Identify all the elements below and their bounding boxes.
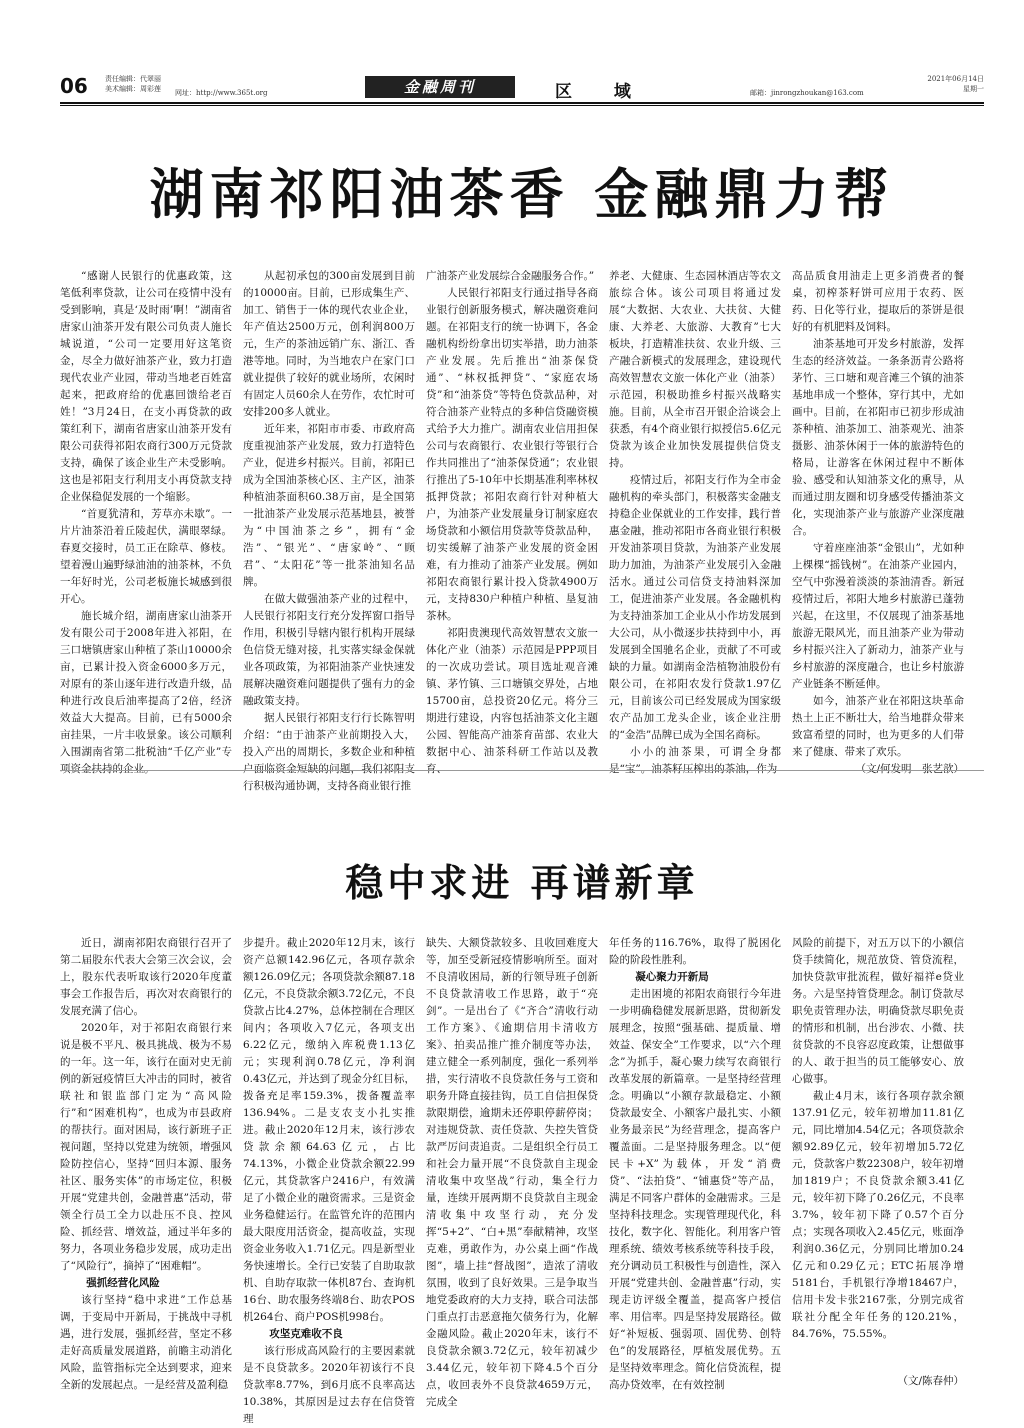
article1-column-4 (609, 268, 781, 775)
paragraph: 该行坚持“稳中求进”工作总基调，于变局中开新局，于挑战中寻机遇，进行发展，强抓经营，坚定不移走好高质量发展道路，前瞻主动消化风险，监管指标完全达到要求，迎来全新的发展起点。一是经营及盈利稳 (60, 1294, 232, 1391)
paragraph: 施长城介绍，湖南唐家山油茶开发有限公司于2008年进入祁阳，在三口塘镇唐家山种植了茶山10000余亩，已累计投入资金6000多万元，对原有的茶山逐年进行改造升级，品种进行改良后油率提高了2倍，经济效益大大提高。目前，已有5000余亩挂果，一片丰收景象。该公司顺利入围湖南省第二批税油“千亿产业”专项资金扶持的企业。 (60, 610, 232, 775)
article2-column-2 (243, 935, 415, 1425)
section-subheading: 凝心聚力开新局 (635, 971, 709, 983)
paragraph: 油茶基地可开发乡村旅游，发挥生态的经济效益。一条条沥青公路将茅竹、三口塘和观音滩三个镇的油茶基地串成一个整体，穿行其中，尤如画中。目前，在祁阳市已初步形成油茶种植、油茶加工、油茶观光、油茶摄影、油茶休闲于一体的旅游特色的格局，让游客在休闲过程中不断体验、感受和认知油茶文化的熏导，从而通过朋友圈和切身感受传播油茶文化，实现油茶产业与旅游产业深度融合。 (792, 338, 964, 537)
paragraph: 年任务的116.76%，取得了脱困化险的阶段性胜利。 (609, 937, 781, 966)
paragraph: 近日，湖南祁阳农商银行召开了第二届股东代表大会第三次会议，会上，股东代表听取该行2020年度董事会工作报告后，再次对农商银行的发展充满了信心。 (60, 937, 232, 1017)
paragraph: 养老、大健康、生态园林酒店等农文旅综合体。该公司项目将通过发展“大数据、大农业、大扶贫、大健康、大养老、大旅游、大教育”七大板块，打造精准扶贫、农业升级、三产融合新模式的发展理念，建设现代高效智慧农文旅一体化产业（油茶）示范园，积极助推乡村振兴战略实施。目前，从全市召开银企洽谈会上获悉，有4个商业银行拟授信5.6亿元贷款为该企业加快发展提供信贷支持。 (609, 270, 781, 469)
page-number: 06 (60, 74, 88, 98)
article1-column-1 (60, 268, 232, 775)
paragraph: 风险的前提下，对五万以下的小额信贷手续简化，规范放贷、管贷流程，加快贷款审批流程，做好福祥e贷业务。六是坚持管贷理念。制订贷款尽职免责管理办法，明确贷款尽职免责的情形和机制，出台涉农、小微、扶贫贷款的不良容忍度政策，让想做事的人、敢于担当的员工能够安心、放心做事。 (792, 937, 964, 1085)
section-subheading: 强抓经营化风险 (86, 1277, 160, 1289)
paragraph: 如今，油茶产业在祁阳这块革命热土上正不断壮大，给当地群众带来致富希望的同时，也为更多的人们带来了健康、带来了欢乐。 (792, 695, 964, 758)
weekday-text: 星期一 (963, 85, 984, 93)
section-name: 区 域 (555, 82, 649, 102)
email: 邮箱：jinrongzhoukan@163.com (750, 89, 864, 97)
paragraph: 缺失、大额贷款较多、且收回难度大等，加至受新冠疫情影响所至。面对不良清收困局，新的行领导班子创新不良贷款清收工作思路，敢于“亮剑”。一是出台了《“齐合”清收行动工作方案》、《逾期信用卡清收方案》、拍卖品推广推介制度等办法，建立健全一系列制度，强化一系列举措，实行清收不良贷款任务与工资和职务升降直接挂钩，员工自信担保贷款限期偿，逾期未还停职停薪停岗；对违规贷款、责任贷款、失控失管贷款严厉问责追责。二是组织全行员工和社会力量开展“不良贷款自主现金清收集中攻坚战”行动，集全行力量，连续开展两期不良贷款自主现金清收集中攻坚行动，充分发挥“5+2”、“白+黑”奉献精神，攻坚克难，勇敢作为，办公桌上画“作战图”，墙上挂“督战图”，造浓了清收氛围，收到了良好效果。三是争取当地党委政府的大力支持，联合司法部门重点打击恶意拖欠债务行为，化解金融风险。截止2020年末，该行不良贷款余额3.72亿元，较年初减少3.44亿元，较年初下降4.5个百分点，收回表外不良贷款4659万元，完成全 (426, 937, 598, 1408)
paragraph: 从起初承包的300亩发展到目前的10000亩。目前，已形成集生产、加工、销售于一体的现代农业企业，年产值达2500万元，创利润800万元，生产的茶油远销广东、浙江、香港等地。同时，为当地农户在家门口就业提供了较好的就业场所，农闲时有固定人员60余人在劳作，农忙时可安排200多人就业。 (243, 270, 415, 418)
article-divider (60, 770, 984, 771)
header-rule (60, 102, 984, 104)
issue-date (927, 74, 984, 94)
website: 网址：http://www.365t.org (175, 89, 268, 97)
article2-title: 稳中求进 再谱新章 (345, 861, 699, 905)
article1-column-2 (243, 268, 415, 792)
article1-column-5 (792, 268, 964, 775)
section-banner: 金融周刊 (365, 76, 515, 98)
paragraph: 走出困境的祁阳农商银行今年进一步明确稳健发展新思路，贯彻新发展理念，按照“强基础、提质量、增效益、保安全”工作要求，以“六个理念”为抓手，凝心聚力续写农商银行改革发展的新篇章。一是坚持经营理念。明确以“小额存款最稳定、小额贷款最安全、小额客户最扎实、小额业务最亲民”为经营理念，提高客户覆盖面。二是坚持服务理念。以“便民卡+X”为载体，开发“消费贷”、“法拍贷”、“铺惠贷”等产品，满足不同客户群体的金融需求。三是坚持科技理念。实现管理现代化，科技化，数字化、智能化。利用客户管理系统、绩效考核系统等科技手段，充分调动员工积极性与创造性，深入开展“党建共创、金融普惠”行动，实现走访评级全覆盖，提高客户授信率、用信率。四是坚持发展路径。做好“补短板、强弱项、固优势、创特色”的发展路径，厚植发展优势。五是坚持效率理念。简化信贷流程，提高办贷效率，在有效控制 (609, 988, 781, 1391)
article2-column-5 (792, 935, 964, 1387)
section-subheading: 攻坚克难收不良 (269, 1328, 343, 1340)
article1-title: 湖南祁阳油茶香 金融鼎力帮 (149, 163, 895, 226)
paragraph: 步提升。截止2020年12月末，该行资产总额142.96亿元，各项存款余额126.09亿元；各项贷款余额87.18亿元，不良贷款余额3.72亿元，不良贷款占比4.27%，总体控制在合理区间内；各项收入7亿元，各项支出6.22亿元，缴纳入库税费1.13亿元；实现利润0.78亿元，净利润0.43亿元，并达到了现金分红目标，拨备充足率159.3%，拨备覆盖率136.94%。二是支农支小扎实推进。截止2020年12月末，该行涉农贷款余额64.63亿元，占比74.13%，小微企业贷款余额22.99亿元，其贷款客户2416户，有效满足了小微企业的融资需求。三是资金业务稳健运行。在监管允许的范围内最大限度用活资金，提高收益，实现资金业务收入1.71亿元。四是新型业务快速增长。全行已安装了自助取款机、自助存取款一体机87台、查询机16台、助农服务终端8台、助农POS机264台、商户POS机998台。 (243, 937, 415, 1323)
article2-column-3 (426, 935, 598, 1408)
paragraph: “首夏犹清和，芳草亦未歇”。一片片油茶沿着丘陵起伏，满眼翠绿。春夏交接时，员工正在除草、修枝。望着漫山遍野绿油油的油茶林，不负一年好时光，公司老板施长城感到很开心。 (60, 508, 232, 605)
paragraph: 人民银行祁阳支行通过指导各商业银行创新服务模式，解决融资难问题。在祁阳支行的统一协调下，各金融机构纷纷拿出切实举措，助力油茶产业发展。先后推出“油茶保贷通”、“林权抵押贷”、“家庭农场贷”和“油茶贷”等特色贷款品种，对符合油茶产业特点的多种信贷融资模式给予大力推广。湖南农业信用担保公司与农商银行、农业银行等银行合作共同推出了“油茶保贷通”；农业银行推出了5-10年中长期基准利率林权抵押贷款；祁阳农商行针对种植大户，为油茶产业发展量身订制家庭农场贷款和小额信用贷款等贷款品种，切实缓解了油茶产业发展的资金困难，有力推动了油茶产业发展。例如祁阳农商银行累计投入贷款4900万元，支持830户种植户种植、垦复油茶林。 (426, 287, 598, 622)
paragraph: 高品质食用油走上更多消费者的餐桌，初榨茶籽饼可应用于农药、医药、日化等行业，提取后的茶饼是很好的有机肥料及饲料。 (792, 270, 964, 333)
article1-column-3 (426, 268, 598, 775)
article1-byline: （文/何发明 张艺歆） (855, 763, 964, 775)
header-rule-thin (60, 105, 984, 106)
paragraph: 该行形成高风险行的主要因素就是不良贷款多。2020年初该行不良贷款率8.77%，到6月底不良率高达10.38%，其原因是过去存在信贷管理 (243, 1345, 415, 1425)
paragraph: 近年来，祁阳市市委、市政府高度重视油茶产业发展，致力打造特色产业，促进乡村振兴。目前，祁阳已成为全国油茶核心区、主产区，油茶种植油茶面积60.38万亩，是全国第一批油茶产业发展示范基地县，被誉为“中国油茶之乡”，拥有“金浩”、“银光”、“唐家岭”、“顾君”、“太阳花”等一批茶油知名品牌。 (243, 423, 415, 588)
editor-info (105, 74, 161, 94)
date-text: 2021年06月14日 (927, 75, 984, 83)
paragraph: 疫情过后，祁阳支行作为全市金融机构的牵头部门，积极落实金融支持稳企业保就业的工作安排，践行普惠金融，推动祁阳市各商业银行积极开发油茶项目贷款，为油茶产业发展助力加油，为油茶产业发展引入金融活水。通过公司信贷支持油料深加工，促进油茶产业发展。各金融机构为支持油茶加工企业从小作坊发展到大公司，从小微逐步扶持到中小，再发展到全国驰名企业，贡献了不可或缺的力量。如湖南金浩植物油股份有限公司，在祁阳农发行贷款1.97亿元，目前该公司已经发展成为国家级农产品加工龙头企业，该企业注册的“金浩”品牌已成为全国名商标。 (609, 474, 781, 741)
paragraph: 守着座座油茶“金银山”，尤如种上棵棵“摇钱树”。在油茶产业园内，空气中弥漫着淡淡的茶油清香。新冠疫情过后，祁阳大地乡村旅游已蓬勃兴起，在这里，不仅展现了油茶基地旅游无限风光，而且油茶产业为带动乡村振兴注入了新动力，油茶产业与乡村旅游的深度融合，也让乡村旅游产业链条不断延伸。 (792, 542, 964, 690)
paragraph: 截止4月末，该行各项存款余额137.91亿元，较年初增加11.81亿元，同比增加4.54亿元；各项贷款余额92.89亿元，较年初增加5.72亿元，贷款客户数22308户，较年初增加1819户；不良贷款余额3.41亿元，较年初下降了0.26亿元，不良率3.7%，较年初下降了0.57个百分点；实现各项收入2.45亿元，账面净利润0.36亿元，分别同比增加0.24亿元和0.29亿元；ETC拓展净增5181台，手机银行净增18467户，信用卡发卡张2167张，分别完成省联社分配全年任务的120.21%，84.76%，75.55%。 (792, 1090, 964, 1340)
page-header (60, 74, 984, 102)
paragraph: 祁阳贵澳现代高效智慧农文旅一体化产业（油茶）示范园是PPP项目的一次成功尝试。项目选址观音滩镇、茅竹镇、三口塘镇交界处，占地15700亩，总投资20亿元。将分三期进行建设，内容包括油茶文化主题公园、智能高产油茶育苗部、农业大数据中心、油茶科研工作站以及教育、 (426, 627, 598, 775)
editor-line: 责任编辑：代翠丽 (105, 75, 161, 83)
article2-column-1 (60, 935, 232, 1391)
art-editor-line: 美术编辑：周彩莲 (105, 85, 161, 93)
paragraph: 2020年，对于祁阳农商银行来说是极不平凡、极具挑战、极为不易的一年。这一年，该行在面对史无前例的新冠疫情巨大冲击的同时，被省联社和银监部门定为“高风险行”和“困难机构”，也成为市县政府的帮扶行。面对困局，该行新班子正视问题，坚持以党建为统领，增强风险防控信心，坚持“回归本源、服务社区、服务实体”的市场定位，积极开展“党建共创，金融普惠”活动，带领全行员工全力以赴压不良、控风险、抓经营、增效益，通过半年多的努力，各项业务稳步发展，成功走出了“风险行”，摘掉了“困难帽”。 (60, 1022, 232, 1272)
paragraph: “感谢人民银行的优惠政策，这笔低利率贷款，让公司在疫情中没有受到影响，真是‘及时雨’啊！”湖南省唐家山油茶开发有限公司负责人施长城说道，“公司一定要用好这笔资金，尽全力做好油茶产业，致力打造现代农业产业园，带动当地老百姓富起来，把政府给的优惠回馈给老百姓！”3月24日，在支小再贷款的政策红利下，湖南省唐家山油茶开发有限公司获得祁阳农商行300万元贷款支持，确保了该企业生产未受影响。这也是祁阳支行利用支小再贷款支持企业保稳促发展的一个缩影。 (60, 270, 232, 503)
article2-byline: （文/陈春仲） (897, 1375, 964, 1387)
article2-column-4 (609, 935, 781, 1391)
paragraph: 据人民银行祁阳支行行长陈智明介绍：“由于油茶产业前期投入大，投入产出的周期长，多数企业和种植户面临资金短缺的问题，我们祁阳支行积极沟通协调，支持各商业银行推 (243, 712, 415, 792)
paragraph: 广油茶产业发展综合金融服务合作。” (426, 270, 595, 282)
paragraph: 小小的油茶果，可谓全身都是“宝”。油茶籽压榨出的茶油，作为 (609, 746, 781, 775)
paragraph: 在做大做强油茶产业的过程中，人民银行祁阳支行充分发挥窗口指导作用，积极引导辖内银行机构开展绿色信贷无缝对接，扎实落实绿金保就业各项政策，为祁阳油茶产业快速发展解决融资难问题提供了强有力的金融政策支持。 (243, 593, 415, 707)
